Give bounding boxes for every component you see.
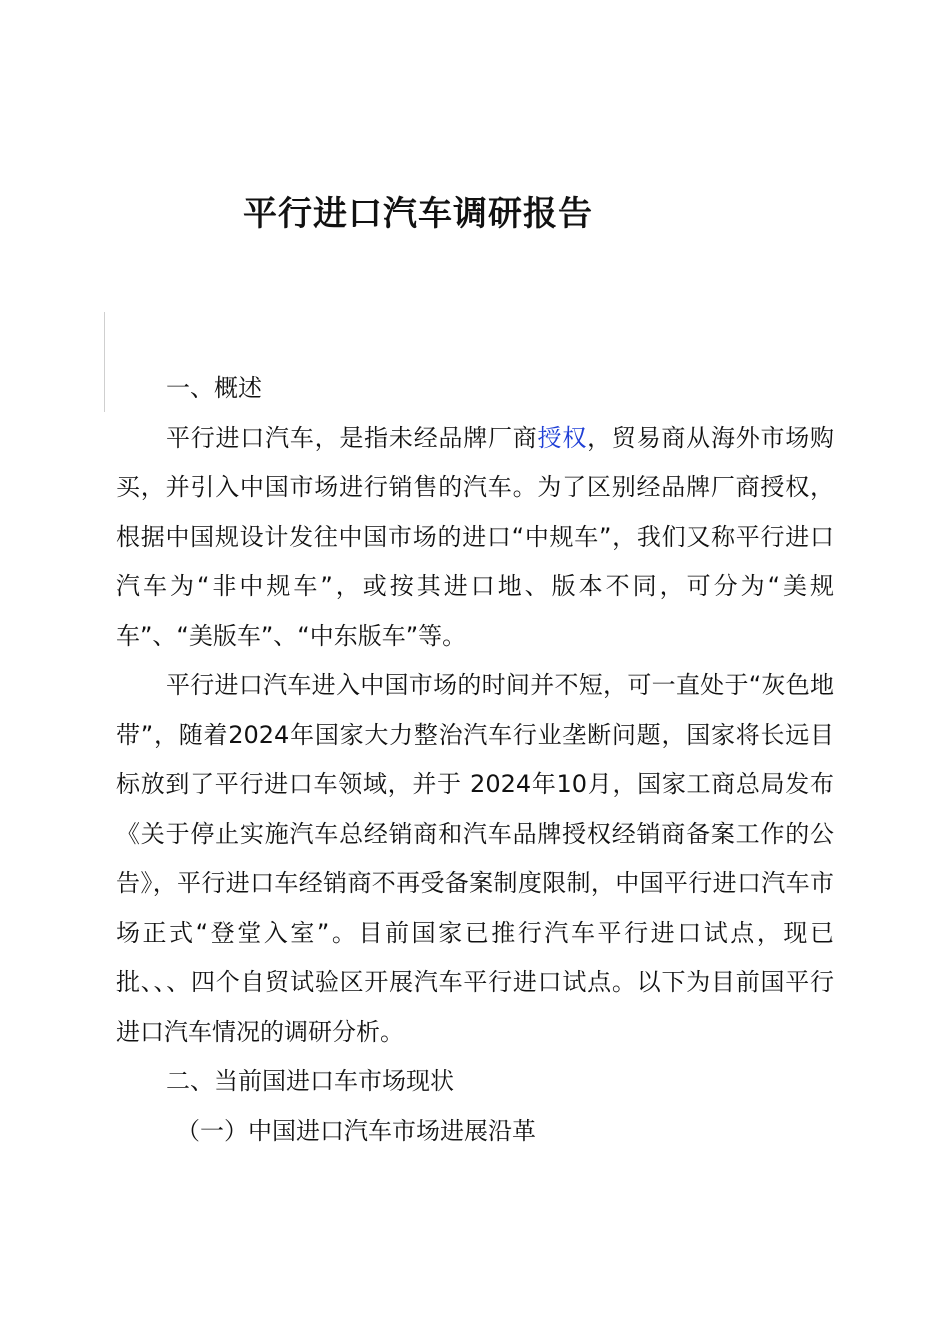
document-title: 平行进口汽车调研报告: [243, 193, 593, 234]
paragraph-text: ，贸易商从海外市场购买，并引入中国市场进行销售的汽车。为了区别经品牌厂商授权，根据中国规设计发往中国市场的进口“中规车”，我们又称平行进口汽车为“非中规车”，或按其进口地、版本不同，可分为“美规车”、“美版车”、“中东版车”等。: [116, 423, 835, 650]
paragraph-text: 平行进口汽车，是指未经品牌厂商: [166, 423, 538, 452]
document-body: [116, 364, 834, 1156]
margin-bar: [104, 312, 105, 412]
section-heading-overview: 一、概述: [166, 374, 262, 402]
section-heading-market-status: 二、当前国进口车市场现状: [166, 1067, 454, 1095]
authorization-link[interactable]: 授权: [537, 423, 588, 452]
subsection-heading-evolution: （一）中国进口汽车市场进展沿革: [176, 1116, 536, 1145]
paragraph-definition: [116, 414, 834, 662]
paragraph-history: 平行进口汽车进入中国市场的时间并不短，可一直处于“灰色地带”，随着2024年国家大力整治汽车行业垄断问题，国家将长远目标放到了平行进口车领域，并于 2024年10月，国家工商总局发布《关于停止实施汽车总经销商和汽车品牌授权经销商备案工作的公告》，平行进口车经销商不再受备案制度限制，中国平行进口汽车市场正式“登堂入室”。目前国家已推行汽车平行进口试点，现已批、、、四个自贸试验区开展汽车平行进口试点。以下为目前国平行进口汽车情况的调研分析。: [116, 671, 834, 1046]
